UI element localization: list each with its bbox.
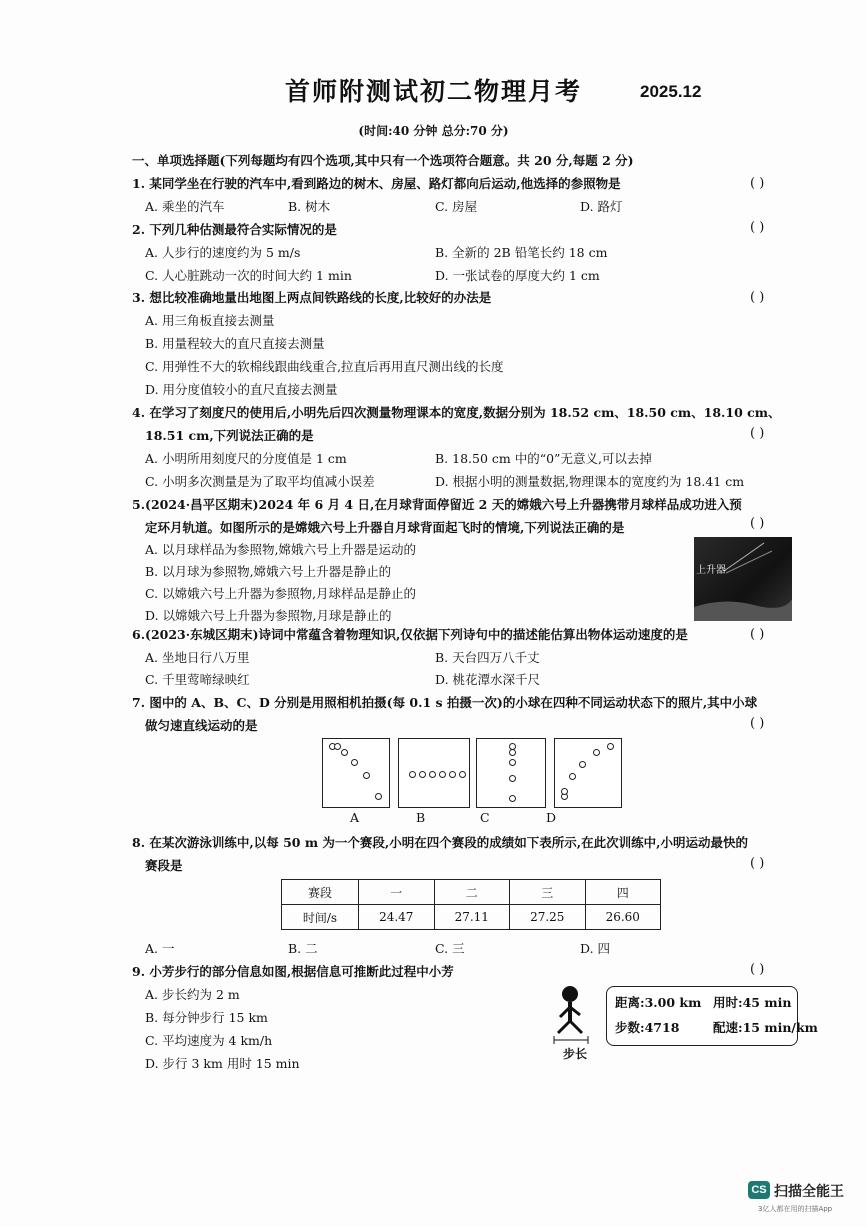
q8-option-a: A. 一 [145,941,175,956]
q5-option-d: D. 以嫦娥六号上升器为参照物,月球是静止的 [145,608,392,623]
scanner-logo-icon: CS [748,1181,770,1199]
q9-option-d: D. 步行 3 km 用时 15 min [145,1056,300,1071]
table-cell: 时间/s [282,905,359,930]
distance-stat: 距离:3.00 km [615,995,702,1010]
table-header-row [282,880,661,905]
q4-stem-line1: 4. 在学习了刻度尺的使用后,小明先后四次测量物理课本的宽度,数据分别为 18.52 cm、18.50 cm、18.10 cm、 [132,405,781,420]
q2-option-b: B. 全新的 2B 铅笔长约 18 cm [435,245,608,260]
q3-option-b: B. 用量程较大的直尺直接去测量 [145,336,325,351]
table-cell: 27.25 [510,905,586,930]
q6-option-a: A. 坐地日行八万里 [145,650,250,665]
photo-a-label: A [350,810,360,825]
q6-answer-paren: ( ) [750,627,765,642]
q5-option-c: C. 以嫦娥六号上升器为参照物,月球样品是静止的 [145,586,417,601]
table-cell: 27.11 [434,905,510,930]
q6-option-d: D. 桃花潭水深千尺 [435,672,541,687]
q6-option-b: B. 天台四万八千丈 [435,650,540,665]
swim-split-table [281,879,661,930]
q9-option-c: C. 平均速度为 4 km/h [145,1033,273,1048]
q5-stem-line2: 定环月轨道。如图所示的是嫦娥六号上升器自月球背面起飞时的情境,下列说法正确的是 [145,520,625,535]
table-cell: 26.60 [585,905,661,930]
q1-answer-paren: ( ) [750,176,765,191]
walking-figure-icon [548,985,598,1047]
page-title: 首师附测试初二物理月考 [284,77,582,106]
q9-option-a: A. 步长约为 2 m [145,987,240,1002]
q3-option-c: C. 用弹性不大的软棉线跟曲线重合,拉直后再用直尺测出线的长度 [145,359,504,374]
exam-subtitle: (时间:40 分钟 总分:70 分) [358,124,509,138]
q9-stem: 9. 小芳步行的部分信息如图,根据信息可推断此过程中小芳 [132,964,454,979]
pace-stat: 配速:15 min/km [713,1020,818,1035]
q7-stem-line2: 做匀速直线运动的是 [145,718,258,733]
q1-option-a: A. 乘坐的汽车 [145,199,225,214]
table-row [282,905,661,930]
q2-stem: 2. 下列几种估测最符合实际情况的是 [132,222,337,237]
q2-option-d: D. 一张试卷的厚度大约 1 cm [435,268,600,283]
exam-date: 2025.12 [640,82,702,101]
photo-a-frame [322,738,390,808]
table-cell: 24.47 [359,905,435,930]
q5-stem-line1: 5.(2024·昌平区期末)2024 年 6 月 4 日,在月球背面停留近 2 天的嫦娥六号上升器携带月球样品成功进入预 [132,497,742,512]
q3-option-d: D. 用分度值较小的直尺直接去测量 [145,382,338,397]
table-header-cell: 四 [585,880,661,905]
q6-option-c: C. 千里莺啼绿映红 [145,672,250,687]
q1-option-d: D. 路灯 [580,199,623,214]
scanner-brand: 扫描全能王 [774,1184,844,1200]
table-header-cell: 三 [510,880,586,905]
photo-d-label: D [546,810,557,825]
q4-option-b: B. 18.50 cm 中的“0”无意义,可以去掉 [435,451,652,466]
q4-option-c: C. 小明多次测量是为了取平均值减小误差 [145,474,375,489]
q8-option-b: B. 二 [288,941,318,956]
photo-b-frame [398,738,470,808]
q1-stem: 1. 某同学坐在行驶的汽车中,看到路边的树木、房屋、路灯都向后运动,他选择的参照物是 [132,176,621,191]
q8-stem-line2: 赛段是 [145,858,183,873]
photo-d-frame [554,738,622,808]
q9-option-b: B. 每分钟步行 15 km [145,1010,268,1025]
section-heading: 一、单项选择题(下列每题均有四个选项,其中只有一个选项符合题意。共 20 分,每题 2 分) [132,153,634,168]
q5-option-a: A. 以月球样品为参照物,嫦娥六号上升器是运动的 [145,542,416,557]
walk-stats-panel [606,986,818,1046]
q7-stem-line1: 7. 图中的 A、B、C、D 分别是用照相机拍摄(每 0.1 s 拍摄一次)的小球在四种不同运动状态下的照片,其中小球 [132,695,758,710]
q5-answer-paren: ( ) [750,516,765,531]
q2-option-c: C. 人心脏跳动一次的时间大约 1 min [145,268,352,283]
q9-answer-paren: ( ) [750,962,765,977]
q4-option-a: A. 小明所用刻度尺的分度值是 1 cm [145,451,347,466]
q3-answer-paren: ( ) [750,290,765,305]
q3-stem: 3. 想比较准确地量出地图上两点间铁路线的长度,比较好的办法是 [132,290,492,305]
q8-option-c: C. 三 [435,941,465,956]
photo-c-label: C [480,810,490,825]
steps-stat: 步数:4718 [615,1020,680,1035]
table-header-cell: 一 [359,880,435,905]
photo-c-frame [476,738,546,808]
time-stat: 用时:45 min [713,995,792,1010]
table-header-cell: 二 [434,880,510,905]
table-header-cell: 赛段 [282,880,359,905]
q2-answer-paren: ( ) [750,220,765,235]
q1-option-c: C. 房屋 [435,199,478,214]
q1-option-b: B. 树木 [288,199,331,214]
q2-option-a: A. 人步行的速度约为 5 m/s [145,245,301,260]
q8-answer-paren: ( ) [750,856,765,871]
photo-label: 上升器 [696,565,726,576]
photo-b-label: B [416,810,426,825]
q7-answer-paren: ( ) [750,716,765,731]
q4-stem-line2: 18.51 cm,下列说法正确的是 [145,428,314,443]
q4-option-d: D. 根据小明的测量数据,物理课本的宽度约为 18.41 cm [435,474,745,489]
scanner-tagline: 3亿人都在用的扫描App [758,1205,833,1213]
lunar-ascender-photo [694,537,792,621]
q3-option-a: A. 用三角板直接去测量 [145,313,275,328]
q6-stem: 6.(2023·东城区期末)诗词中常蕴含着物理知识,仅依据下列诗句中的描述能估算出物体运动速度的是 [132,627,688,642]
step-length-label: 步长 [563,1047,588,1061]
q8-option-d: D. 四 [580,941,611,956]
q5-option-b: B. 以月球为参照物,嫦娥六号上升器是静止的 [145,564,392,579]
q4-answer-paren: ( ) [750,426,765,441]
q8-stem-line1: 8. 在某次游泳训练中,以每 50 m 为一个赛段,小明在四个赛段的成绩如下表所示,在此次训练中,小明运动最快的 [132,835,748,850]
